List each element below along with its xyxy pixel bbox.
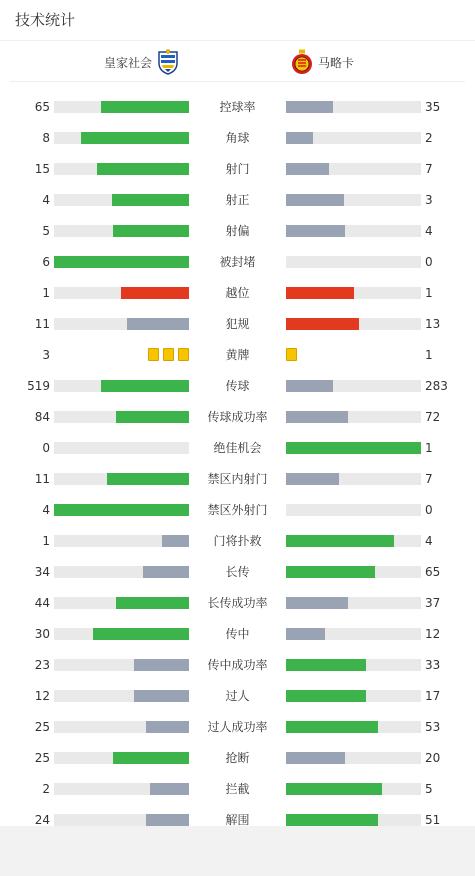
real-sociedad-crest-icon	[156, 49, 180, 75]
home-bar	[127, 318, 189, 330]
home-bar-track	[54, 783, 189, 795]
away-bar-track	[286, 752, 421, 764]
away-bar	[286, 225, 345, 237]
stat-row	[0, 128, 475, 148]
home-bar-track	[54, 721, 189, 733]
away-bar-track	[286, 132, 421, 144]
away-value: 1	[425, 286, 433, 300]
home-bar	[81, 132, 189, 144]
stat-label: 过人	[225, 689, 250, 703]
stat-row	[0, 407, 475, 427]
home-bar-track	[54, 597, 189, 609]
away-value: 0	[425, 255, 433, 269]
away-value: 51	[425, 813, 441, 827]
yellow-card-icon	[178, 348, 189, 361]
stat-label: 射门	[225, 162, 250, 176]
home-bar	[146, 814, 189, 826]
stat-label: 传中成功率	[207, 658, 268, 672]
home-value: 4	[42, 193, 50, 207]
home-bar	[93, 628, 189, 640]
stat-label: 绝佳机会	[213, 441, 262, 455]
home-bar	[54, 504, 189, 516]
away-bar	[286, 690, 366, 702]
away-bar-track	[286, 380, 421, 392]
away-bar-track	[286, 473, 421, 485]
home-value: 8	[42, 131, 50, 145]
away-bar	[286, 628, 325, 640]
home-bar	[134, 690, 189, 702]
home-value: 30	[34, 627, 50, 641]
stat-row	[0, 779, 475, 799]
stat-row	[0, 97, 475, 117]
away-bar	[286, 318, 359, 330]
away-bar	[286, 473, 339, 485]
away-bar-track	[286, 225, 421, 237]
away-bar	[286, 783, 382, 795]
home-value: 12	[34, 689, 50, 703]
away-value: 7	[425, 472, 433, 486]
stat-row	[0, 562, 475, 582]
away-value: 13	[425, 317, 441, 331]
home-bar	[101, 380, 189, 392]
away-bar	[286, 194, 344, 206]
home-team-name: 皇家社会	[103, 55, 152, 70]
stat-row	[0, 438, 475, 458]
stat-row	[0, 624, 475, 644]
home-team[interactable]	[104, 49, 180, 75]
home-bar-track	[54, 752, 189, 764]
away-bar-track	[286, 256, 421, 268]
home-bar-track	[54, 690, 189, 702]
home-bar-track	[54, 659, 189, 671]
stat-row	[0, 531, 475, 551]
away-bar-track	[286, 101, 421, 113]
home-bar	[54, 256, 189, 268]
home-bar-track	[54, 814, 189, 826]
away-bar-track	[286, 287, 421, 299]
home-value: 25	[34, 751, 50, 765]
home-bar-track	[54, 132, 189, 144]
home-bar	[143, 566, 189, 578]
stat-label: 长传	[225, 565, 250, 579]
home-value: 4	[42, 503, 50, 517]
home-bar	[146, 721, 189, 733]
stat-label: 禁区外射门	[207, 503, 268, 517]
home-bar-track	[54, 225, 189, 237]
home-value: 11	[34, 317, 50, 331]
stat-row	[0, 748, 475, 768]
away-value: 35	[425, 100, 441, 114]
home-bar-track	[54, 566, 189, 578]
stat-row	[0, 314, 475, 334]
stat-row	[0, 717, 475, 737]
home-yellow-cards	[148, 348, 189, 361]
yellow-card-icon	[163, 348, 174, 361]
mallorca-crest-icon	[290, 49, 314, 75]
home-bar-track	[54, 504, 189, 516]
away-value: 37	[425, 596, 441, 610]
stat-row	[0, 376, 475, 396]
page-title: 技术统计	[0, 0, 475, 41]
stat-row	[0, 655, 475, 675]
stat-label: 角球	[225, 131, 250, 145]
away-value: 5	[425, 782, 433, 796]
away-bar	[286, 132, 313, 144]
stat-row	[0, 810, 475, 830]
away-value: 33	[425, 658, 441, 672]
stat-label: 禁区内射门	[207, 472, 268, 486]
home-bar-track	[54, 101, 189, 113]
home-value: 15	[34, 162, 50, 176]
home-bar	[113, 752, 189, 764]
stat-label: 拦截	[225, 782, 250, 796]
home-bar	[97, 163, 189, 175]
home-value: 5	[42, 224, 50, 238]
away-bar-track	[286, 566, 421, 578]
away-value: 12	[425, 627, 441, 641]
home-bar-track	[54, 411, 189, 423]
away-bar-track	[286, 318, 421, 330]
away-bar-track	[286, 659, 421, 671]
stat-row	[0, 252, 475, 272]
stat-row	[0, 686, 475, 706]
home-bar-track	[54, 163, 189, 175]
stat-row	[0, 500, 475, 520]
home-bar	[101, 101, 189, 113]
stat-label: 抢断	[225, 751, 250, 765]
away-bar-track	[286, 783, 421, 795]
stat-label: 传球	[225, 379, 250, 393]
away-bar-track	[286, 721, 421, 733]
home-bar	[112, 194, 189, 206]
home-value: 84	[34, 410, 50, 424]
stat-label: 传球成功率	[207, 410, 268, 424]
away-value: 283	[425, 379, 448, 393]
away-bar	[286, 535, 394, 547]
home-value: 0	[42, 441, 50, 455]
stat-label: 黄牌	[225, 348, 250, 362]
away-bar-track	[286, 194, 421, 206]
home-value: 44	[34, 596, 50, 610]
away-bar	[286, 659, 366, 671]
away-bar	[286, 721, 378, 733]
away-bar	[286, 597, 348, 609]
away-bar	[286, 380, 333, 392]
stat-label: 射正	[225, 193, 250, 207]
stat-row	[0, 159, 475, 179]
away-bar	[286, 442, 421, 454]
away-bar-track	[286, 411, 421, 423]
home-bar-track	[54, 535, 189, 547]
away-value: 17	[425, 689, 441, 703]
home-bar-track	[54, 442, 189, 454]
away-bar-track	[286, 690, 421, 702]
stat-label: 过人成功率	[207, 720, 268, 734]
away-bar-track	[286, 163, 421, 175]
stat-row	[0, 283, 475, 303]
away-bar-track	[286, 504, 421, 516]
home-value: 65	[34, 100, 50, 114]
home-bar-track	[54, 628, 189, 640]
yellow-card-icon	[148, 348, 159, 361]
home-value: 3	[42, 348, 50, 362]
away-value: 1	[425, 441, 433, 455]
stat-row	[0, 469, 475, 489]
home-value: 1	[42, 534, 50, 548]
stat-row	[0, 593, 475, 613]
stat-row	[0, 190, 475, 210]
away-bar	[286, 287, 354, 299]
yellow-card-icon	[286, 348, 297, 361]
away-bar-track	[286, 814, 421, 826]
away-value: 4	[425, 534, 433, 548]
away-bar	[286, 101, 333, 113]
teams-header	[10, 41, 465, 82]
away-value: 2	[425, 131, 433, 145]
home-bar-track	[54, 318, 189, 330]
home-bar-track	[54, 287, 189, 299]
away-value: 1	[425, 348, 433, 362]
home-value: 6	[42, 255, 50, 269]
away-bar	[286, 566, 375, 578]
away-bar	[286, 163, 329, 175]
stat-label: 传中	[225, 627, 250, 641]
away-yellow-cards	[286, 348, 297, 361]
home-value: 34	[34, 565, 50, 579]
home-value: 25	[34, 720, 50, 734]
home-value: 1	[42, 286, 50, 300]
home-bar	[150, 783, 189, 795]
away-bar-track	[286, 597, 421, 609]
home-bar	[113, 225, 189, 237]
home-bar-track	[54, 380, 189, 392]
home-bar	[162, 535, 189, 547]
stat-label: 射偏	[225, 224, 250, 238]
away-value: 20	[425, 751, 441, 765]
home-bar	[107, 473, 189, 485]
away-value: 3	[425, 193, 433, 207]
home-value: 2	[42, 782, 50, 796]
home-bar	[134, 659, 189, 671]
home-bar-track	[54, 256, 189, 268]
away-value: 7	[425, 162, 433, 176]
away-team[interactable]	[290, 49, 354, 75]
home-value: 519	[27, 379, 50, 393]
away-bar	[286, 752, 345, 764]
away-bar	[286, 814, 378, 826]
away-value: 53	[425, 720, 441, 734]
home-bar-track	[54, 194, 189, 206]
stat-label: 越位	[225, 286, 250, 300]
stat-row	[0, 345, 475, 365]
stat-label: 被封堵	[219, 255, 256, 269]
home-bar-track	[54, 473, 189, 485]
away-bar-track	[286, 628, 421, 640]
home-bar	[116, 411, 189, 423]
away-value: 0	[425, 503, 433, 517]
away-bar-track	[286, 442, 421, 454]
stat-label: 解围	[225, 813, 250, 827]
away-value: 72	[425, 410, 441, 424]
stat-label: 门将扑救	[213, 534, 262, 548]
home-bar	[116, 597, 189, 609]
away-value: 4	[425, 224, 433, 238]
away-bar	[286, 411, 348, 423]
home-value: 24	[34, 813, 50, 827]
home-bar	[121, 287, 189, 299]
away-bar-track	[286, 535, 421, 547]
stat-label: 犯规	[225, 317, 250, 331]
stat-label: 控球率	[219, 100, 256, 114]
stat-row	[0, 221, 475, 241]
stat-label: 长传成功率	[207, 596, 268, 610]
away-team-name: 马略卡	[318, 55, 355, 70]
away-value: 65	[425, 565, 441, 579]
home-value: 23	[34, 658, 50, 672]
home-value: 11	[34, 472, 50, 486]
